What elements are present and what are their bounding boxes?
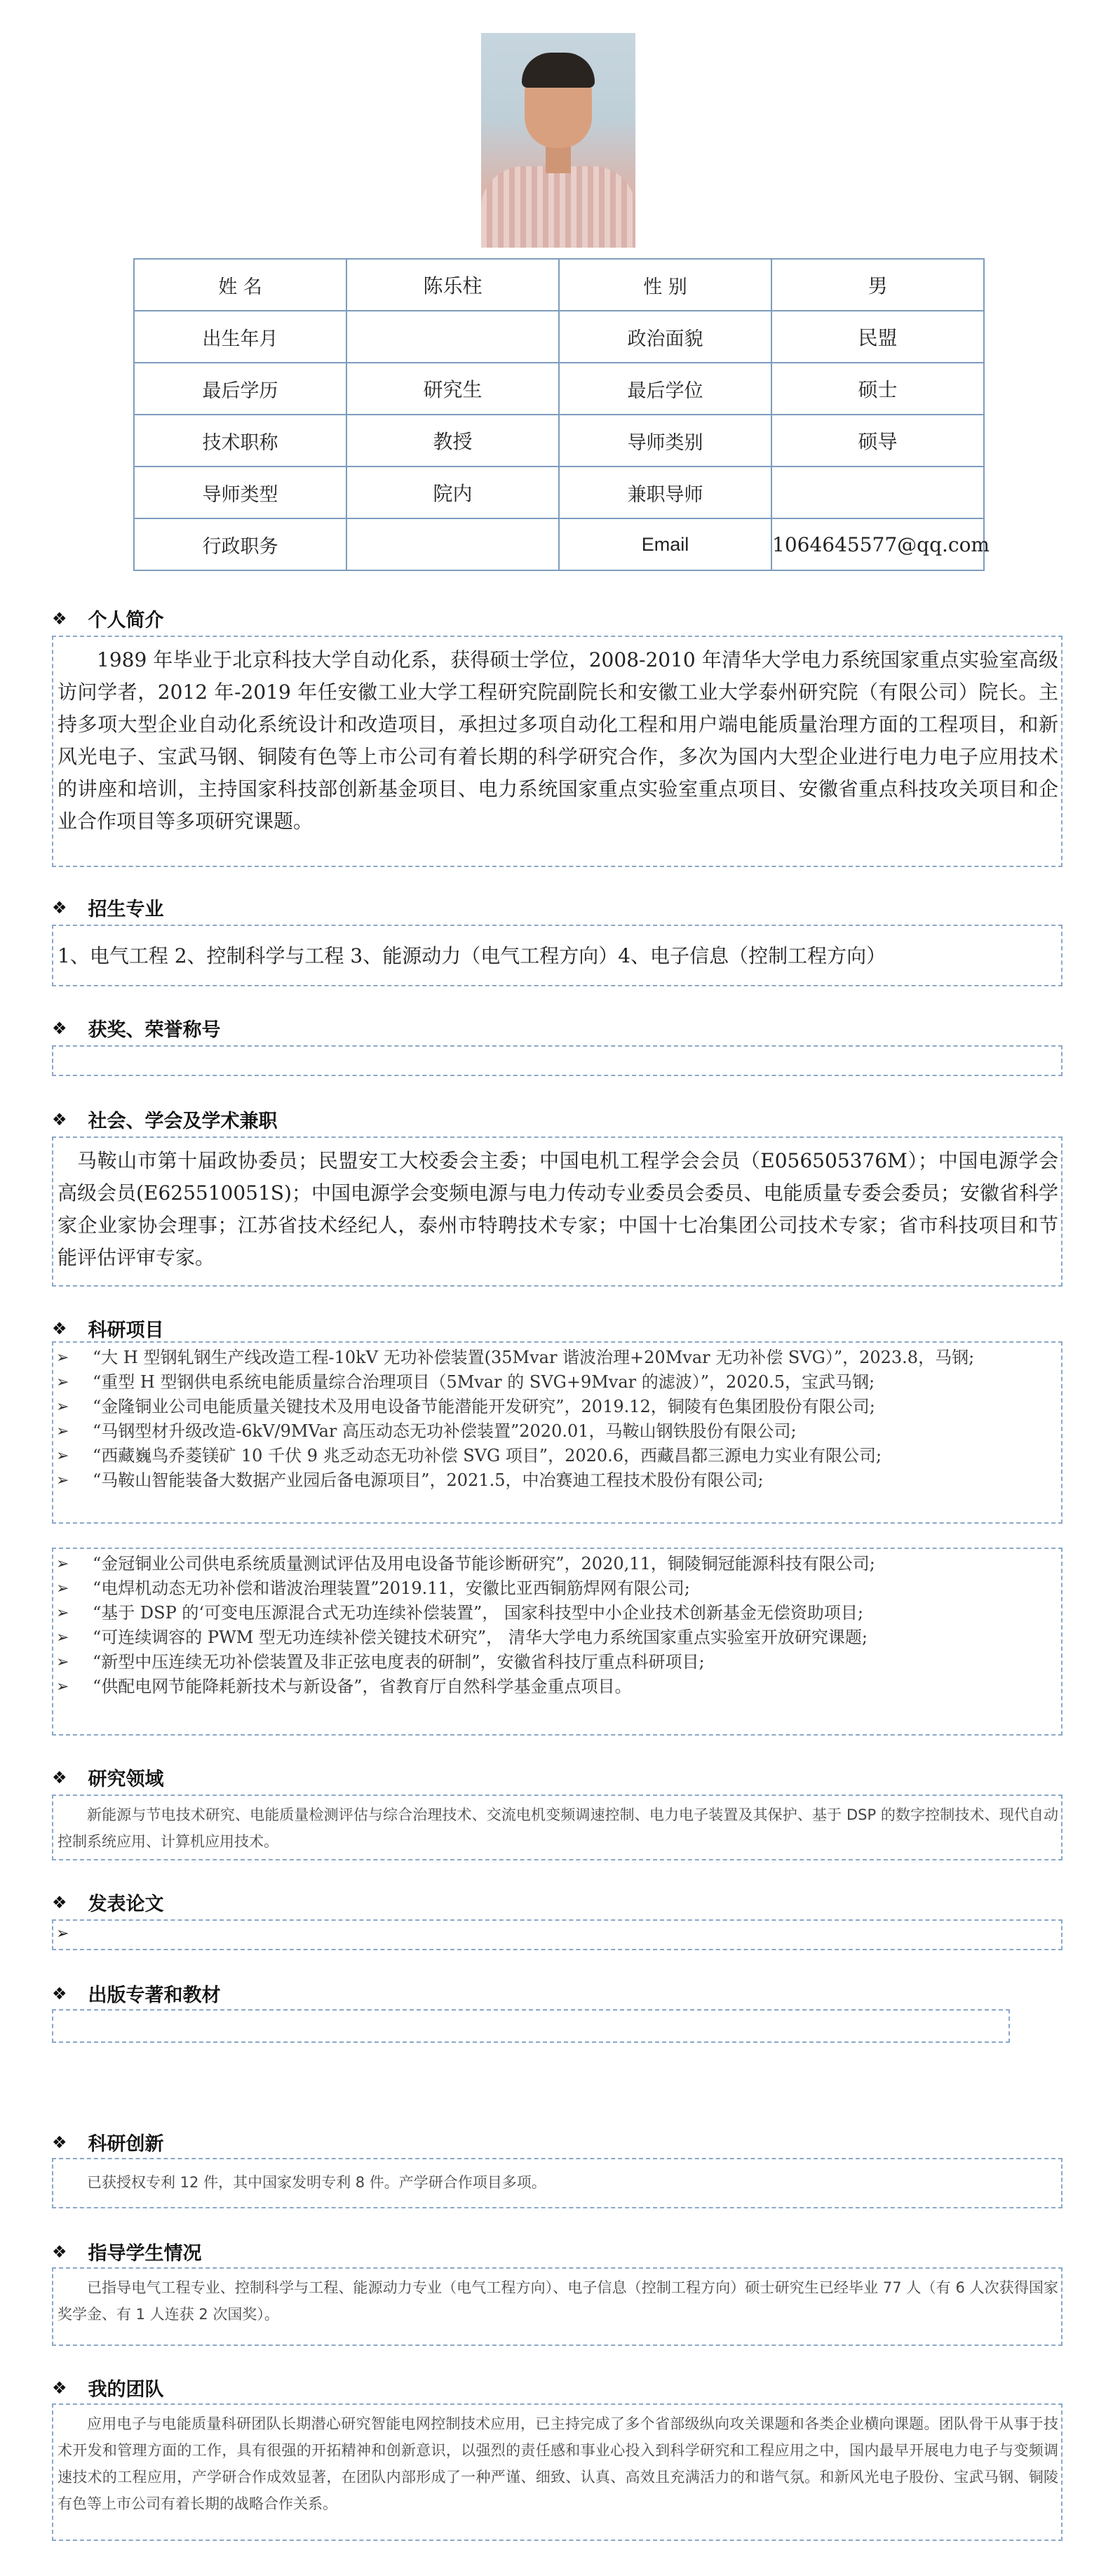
table-row [134, 518, 984, 570]
section-title: 我的团队 [88, 2379, 164, 2401]
label-gender: 性 别 [559, 259, 771, 311]
label-supervisor-category: 导师类别 [559, 415, 771, 467]
label-supervisor-type: 导师类型 [134, 467, 346, 518]
diamond-bullet-icon: ❖ [52, 2132, 67, 2152]
list-item: ➢ “金冠铜业公司供电系统质量测试评估及用电设备节能诊断研究”，2020,11，铜陵铜冠能源科技有限公司; [53, 1552, 1061, 1576]
diamond-bullet-icon: ❖ [52, 608, 67, 629]
table-row [134, 415, 984, 467]
section-research-box [52, 1795, 1063, 1860]
section-papers-box [52, 1919, 1063, 1950]
section-books-box [52, 2009, 1010, 2043]
section-awards-box [52, 1045, 1063, 1076]
intro-text: 1989 年毕业于北京科技大学自动化系，获得硕士学位，2008-2010 年清华大学电力系统国家重点实验室高级访问学者，2012 年-2019 年任安徽工业大学工程研究院副院长和安徽工业大学泰州研究院（有限公司）院长。主持多项大型企业自动化系统设计和改造项目，承担过多项自动化工程和用户端电能质量治理方面的工程项目，和新风光电子、宝武马钢、铜陵有色等上市公司有着长期的科学研究合作，多次为国内大型企业进行电力电子应用技术的讲座和培训，主持国家科技部创新基金项目、电力系统国家重点实验室重点项目、安徽省重点科技攻关项目和企业合作项目等多项研究课题。 [58, 648, 1058, 833]
awards-text [53, 1047, 1061, 1054]
section-innovation-header [52, 2128, 164, 2156]
table-row [134, 467, 984, 518]
label-email: Email [559, 518, 771, 570]
list-item: ➢ “可连续调容的 PWM 型无功连续补偿关键技术研究”， 清华大学电力系统国家重点实验室开放研究课题; [53, 1625, 1061, 1650]
arrow-bullet-icon: ➢ [56, 1653, 69, 1671]
label-title: 技术职称 [134, 415, 346, 467]
arrow-bullet-icon: ➢ [56, 1580, 69, 1597]
project-list-2 [53, 1549, 1061, 1699]
diamond-bullet-icon: ❖ [52, 2241, 67, 2262]
section-students-header [52, 2238, 202, 2265]
section-research-header [52, 1764, 164, 1791]
section-title: 个人简介 [88, 610, 164, 631]
students-text: 已指导电气工程专业、控制科学与工程、能源动力专业（电气工程方向）、电子信息（控制工程方向）硕士研究生已经毕业 77 人（有 6 人次获得国家奖学金、有 1 人连获 2 次国奖）。 [58, 2279, 1058, 2323]
list-item: ➢ “马钢型材升级改造-6kV/9MVar 高压动态无功补偿装置”2020.01，马鞍山钢铁股份有限公司; [53, 1419, 1061, 1444]
section-team-header [52, 2374, 164, 2401]
arrow-bullet-icon: ➢ [56, 1678, 69, 1696]
value-email[interactable]: 1064645577@qq.com [771, 518, 984, 570]
section-social-box [52, 1136, 1063, 1287]
diamond-bullet-icon: ❖ [52, 1109, 67, 1129]
section-awards-header [52, 1014, 221, 1042]
section-intro-header [52, 605, 164, 632]
section-title: 科研项目 [88, 1320, 164, 1341]
list-item: ➢ “大 H 型钢轧钢生产线改造工程-10kV 无功补偿装置(35Mvar 谐波治理+20Mvar 无功补偿 SVG）”，2023.8，马钢; [53, 1346, 1061, 1370]
section-majors-box [52, 925, 1063, 986]
diamond-bullet-icon: ❖ [52, 1767, 67, 1787]
diamond-bullet-icon: ❖ [52, 2377, 67, 2398]
section-title: 出版专著和教材 [88, 1985, 221, 2006]
list-item: ➢ “金隆铜业公司电能质量关键技术及用电设备节能潜能开发研究”，2019.12，铜陵有色集团股份有限公司; [53, 1395, 1061, 1419]
section-projects-box-2 [52, 1548, 1063, 1736]
arrow-bullet-icon: ➢ [56, 1423, 69, 1440]
arrow-bullet-icon: ➢ [56, 1472, 69, 1489]
table-row [134, 259, 984, 311]
value-supervisor-category: 硕导 [771, 415, 984, 467]
section-projects-header [52, 1315, 164, 1342]
section-title: 获奖、荣誉称号 [88, 1019, 221, 1041]
list-item: ➢ “供配电网节能降耗新技术与新设备”，省教育厅自然科学基金重点项目。 [53, 1675, 1061, 1699]
arrow-bullet-icon: ➢ [56, 1555, 69, 1573]
value-name: 陈乐柱 [346, 259, 559, 311]
list-item: ➢ “西藏巍鸟乔菱镁矿 10 千伏 9 兆乏动态无功补偿 SVG 项目”，2020.6，西藏昌都三源电力实业有限公司; [53, 1444, 1061, 1468]
value-admin [346, 518, 559, 570]
arrow-bullet-icon: ➢ [56, 1398, 69, 1416]
majors-text: 1、电气工程 2、控制科学与工程 3、能源动力（电气工程方向）4、电子信息（控制工程方向） [58, 944, 886, 967]
table-row [134, 311, 984, 363]
social-text: 马鞍山市第十届政协委员；民盟安工大校委会主委；中国电机工程学会会员（E056505376M）；中国电源学会高级会员(E625510051S)；中国电源学会变频电源与电力传动专业委员会委员、电能质量专委会委员；安徽省科学家企业家协会理事；江苏省技术经纪人，泰州市特聘技术专家；中国十七冶集团公司技术专家；省市科技项目和节能评估评审专家。 [58, 1149, 1058, 1269]
label-parttime: 兼职导师 [559, 467, 771, 518]
project-list-1 [53, 1343, 1061, 1493]
section-innovation-box [52, 2158, 1063, 2208]
label-admin: 行政职务 [134, 518, 346, 570]
profile-photo [481, 33, 635, 248]
table-row [134, 363, 984, 415]
diamond-bullet-icon: ❖ [52, 1892, 67, 1912]
research-text: 新能源与节电技术研究、电能质量检测评估与综合治理技术、交流电机变频调速控制、电力电子装置及其保护、基于 DSP 的数字控制技术、现代自动控制系统应用、计算机应用技术。 [58, 1806, 1058, 1850]
value-education: 研究生 [346, 363, 559, 415]
label-degree: 最后学位 [559, 363, 771, 415]
section-title: 指导学生情况 [88, 2243, 202, 2265]
section-title: 研究领域 [88, 1769, 164, 1790]
label-name: 姓 名 [134, 259, 346, 311]
value-supervisor-type: 院内 [346, 467, 559, 518]
diamond-bullet-icon: ❖ [52, 897, 67, 918]
section-books-header [52, 1980, 221, 2007]
list-item: ➢ “马鞍山智能装备大数据产业园后备电源项目”，2021.5，中冶赛迪工程技术股份有限公司; [53, 1468, 1061, 1493]
value-birth [346, 311, 559, 363]
list-item: ➢ “电焊机动态无功补偿和谐波治理装置”2019.11，安徽比亚西铜筋焊网有限公司; [53, 1576, 1061, 1601]
section-title: 社会、学会及学术兼职 [88, 1111, 278, 1132]
section-social-header [52, 1106, 278, 1133]
section-students-box [52, 2267, 1063, 2346]
label-education: 最后学历 [134, 363, 346, 415]
section-title: 科研创新 [88, 2133, 164, 2155]
value-political: 民盟 [771, 311, 984, 363]
arrow-bullet-icon: ➢ [56, 1447, 69, 1465]
arrow-bullet-icon: ➢ [56, 1349, 69, 1367]
list-item: ➢ “重型 H 型钢供电系统电能质量综合治理项目（5Mvar 的 SVG+9Mvar 的滤波）”，2020.5，宝武马钢; [53, 1370, 1061, 1395]
diamond-bullet-icon: ❖ [52, 1983, 67, 2004]
value-gender: 男 [771, 259, 984, 311]
team-text: 应用电子与电能质量科研团队长期潜心研究智能电网控制技术应用，已主持完成了多个省部级纵向攻关课题和各类企业横向课题。团队骨干从事于技术开发和管理方面的工作，具有很强的开拓精神和创新意识，以强烈的责任感和事业心投入到科学研究和工程应用之中，国内最早开展电力电子与变频调速技术的工程应用，产学研合作成效显著，在团队内部形成了一种严谨、细致、认真、高效且充满活力的和谐气氛。和新风光电子股份、宝武马钢、铜陵有色等上市公司有着长期的战略合作关系。 [58, 2415, 1058, 2512]
arrow-bullet-icon: ➢ [56, 1925, 69, 1943]
label-birth: 出生年月 [134, 311, 346, 363]
section-team-box [52, 2403, 1063, 2541]
section-papers-header [52, 1889, 164, 1916]
value-degree: 硕士 [771, 363, 984, 415]
section-title: 招生专业 [88, 899, 164, 920]
section-projects-box-1 [52, 1341, 1063, 1524]
books-text [53, 2011, 1009, 2018]
innovation-text: 已获授权专利 12 件，其中国家发明专利 8 件。产学研合作项目多项。 [87, 2174, 546, 2191]
arrow-bullet-icon: ➢ [56, 1604, 69, 1622]
value-title: 教授 [346, 415, 559, 467]
section-title: 发表论文 [88, 1893, 164, 1915]
papers-text [53, 1921, 1061, 1928]
value-parttime [771, 467, 984, 518]
diamond-bullet-icon: ❖ [52, 1018, 67, 1038]
arrow-bullet-icon: ➢ [56, 1629, 69, 1646]
arrow-bullet-icon: ➢ [56, 1374, 69, 1391]
diamond-bullet-icon: ❖ [52, 1318, 67, 1339]
list-item: ➢ “新型中压连续无功补偿装置及非正弦电度表的研制”，安徽省科技厅重点科研项目; [53, 1650, 1061, 1675]
profile-table [133, 258, 990, 571]
section-intro-box [52, 636, 1063, 867]
label-political: 政治面貌 [559, 311, 771, 363]
section-majors-header [52, 894, 164, 921]
list-item: ➢ “基于 DSP 的‘可变电压源混合式无功连续补偿装置”， 国家科技型中小企业技术创新基金无偿资助项目; [53, 1601, 1061, 1625]
